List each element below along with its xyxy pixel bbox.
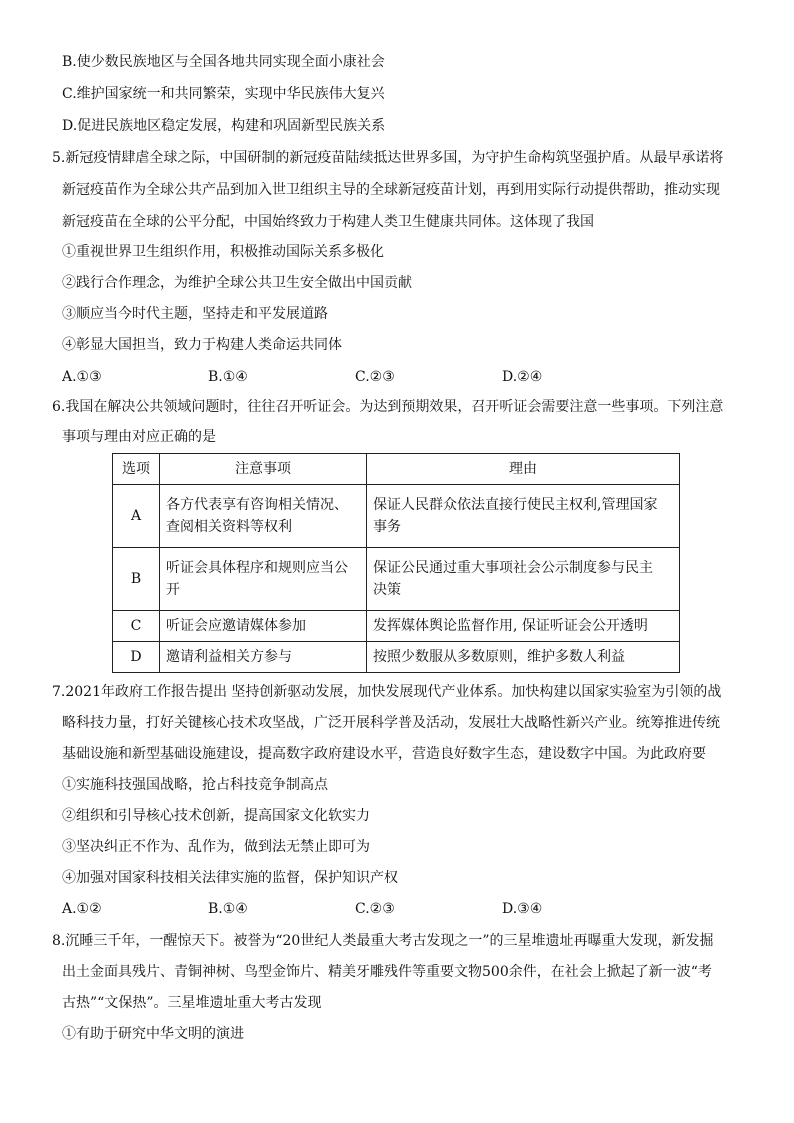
q5-statement-1: ①重视世界卫生组织作用，积极推动国际关系多极化 bbox=[62, 244, 384, 260]
q7-choice-b: B.①④ bbox=[208, 901, 248, 917]
table-row bbox=[113, 548, 680, 611]
q7-choice-d: D.③④ bbox=[502, 901, 543, 917]
table-cell-item: 邀请利益相关方参与 bbox=[160, 642, 367, 673]
table-cell-item bbox=[160, 485, 367, 548]
table-cell-option: D bbox=[113, 642, 160, 673]
table-header-row bbox=[113, 454, 680, 485]
table-header-reason: 理由 bbox=[367, 454, 680, 485]
q7-statement-2: ②组织和引导核心技术创新，提高国家文化软实力 bbox=[62, 808, 370, 824]
item-line: 开 bbox=[166, 582, 180, 598]
table-cell-reason bbox=[367, 548, 680, 611]
q7-statement-4: ④加强对国家科技相关法律实施的监督，保护知识产权 bbox=[62, 870, 398, 886]
table-cell-item: 听证会应邀请媒体参加 bbox=[160, 611, 367, 642]
item-line: 各方代表享有咨询相关情况、 bbox=[166, 497, 348, 513]
q7-stem-line2: 略科技力量，打好关键核心技术攻坚战，广泛开展科学普及活动，发展壮大战略性新兴产业。统筹推进传统 bbox=[62, 715, 720, 731]
q5-statement-4: ④彰显大国担当，致力于构建人类命运共同体 bbox=[62, 337, 342, 353]
q5-choice-a: A.①③ bbox=[62, 369, 102, 385]
table-cell-reason: 按照少数服从多数原则，维护多数人利益 bbox=[367, 642, 680, 673]
q5-statement-3: ③顺应当今时代主题，坚持走和平发展道路 bbox=[62, 306, 328, 322]
q8-stem-line3: 古热”“文保热”。三星堆遗址重大考古发现 bbox=[62, 995, 322, 1011]
reason-line: 保证公民通过重大事项社会公示制度参与民主 bbox=[373, 560, 653, 576]
reason-line: 决策 bbox=[373, 582, 401, 598]
q6-table bbox=[112, 453, 680, 673]
q8-stem-line2: 出土金面具残片、青铜神树、鸟型金饰片、精美牙雕残件等重要文物500余件，在社会上掀起了新一波“考 bbox=[62, 964, 712, 980]
reason-line: 事务 bbox=[373, 519, 401, 535]
table-row bbox=[113, 642, 680, 673]
q5-choice-d: D.②④ bbox=[502, 369, 543, 385]
table-cell-option: A bbox=[113, 485, 160, 548]
table-cell-reason bbox=[367, 485, 680, 548]
q7-choice-a: A.①② bbox=[62, 901, 102, 917]
table-header-item: 注意事项 bbox=[160, 454, 367, 485]
item-line: 查阅相关资料等权利 bbox=[166, 519, 292, 535]
q7-statement-3: ③坚决纠正不作为、乱作为，做到法无禁止即可为 bbox=[62, 839, 370, 855]
table-row bbox=[113, 611, 680, 642]
q7-choice-c: C.②③ bbox=[355, 901, 395, 917]
q7-statement-1: ①实施科技强国战略，抢占科技竞争制高点 bbox=[62, 777, 328, 793]
table-cell-reason: 发挥媒体舆论监督作用, 保证听证会公开透明 bbox=[367, 611, 680, 642]
q5-stem-line3: 新冠疫苗在全球的公平分配，中国始终致力于构建人类卫生健康共同体。这体现了我国 bbox=[62, 214, 594, 230]
q6-stem-line1: 6.我国在解决公共领域问题时，往往召开听证会。为达到预期效果，召开听证会需要注意一些事项。下列注意 bbox=[52, 399, 724, 415]
q4-option-d: D.促进民族地区稳定发展，构建和巩固新型民族关系 bbox=[62, 118, 386, 134]
q5-stem-line1: 5.新冠疫情肆虐全球之际，中国研制的新冠疫苗陆续抵达世界多国，为守护生命构筑坚强护盾。从最早承诺将 bbox=[52, 150, 724, 166]
table-row bbox=[113, 485, 680, 548]
q5-stem-line2: 新冠疫苗作为全球公共产品到加入世卫组织主导的全球新冠疫苗计划，再到用实际行动提供帮助，推动实现 bbox=[62, 182, 720, 198]
table-cell-option: B bbox=[113, 548, 160, 611]
q7-stem-line1: 7.2021年政府工作报告提出 坚持创新驱动发展，加快发展现代产业体系。加快构建以国家实验室为引领的战 bbox=[52, 684, 722, 700]
q5-choice-c: C.②③ bbox=[355, 369, 395, 385]
q4-option-c: C.维护国家统一和共同繁荣，实现中华民族伟大复兴 bbox=[62, 86, 385, 102]
table-header-option: 选项 bbox=[113, 454, 160, 485]
q5-choice-b: B.①④ bbox=[208, 369, 248, 385]
item-line: 听证会具体程序和规则应当公 bbox=[166, 560, 348, 576]
q8-stem-line1: 8.沉睡三千年，一醒惊天下。被誉为“20世纪人类最重大考古发现之一”的三星堆遗址再曝重大发现，新发掘 bbox=[52, 933, 714, 949]
q8-statement-1: ①有助于研究中华文明的演进 bbox=[62, 1026, 244, 1042]
reason-line: 保证人民群众依法直接行使民主权利,管理国家 bbox=[373, 497, 658, 513]
q7-stem-line3: 基础设施和新型基础设施建设，提高数字政府建设水平，营造良好数字生态，建设数字中国。为此政府要 bbox=[62, 746, 706, 762]
q6-stem-line2: 事项与理由对应正确的是 bbox=[62, 429, 216, 445]
table-cell-item bbox=[160, 548, 367, 611]
q4-option-b: B.使少数民族地区与全国各地共同实现全面小康社会 bbox=[62, 54, 385, 70]
table-cell-option: C bbox=[113, 611, 160, 642]
q5-statement-2: ②践行合作理念，为维护全球公共卫生安全做出中国贡献 bbox=[62, 275, 412, 291]
